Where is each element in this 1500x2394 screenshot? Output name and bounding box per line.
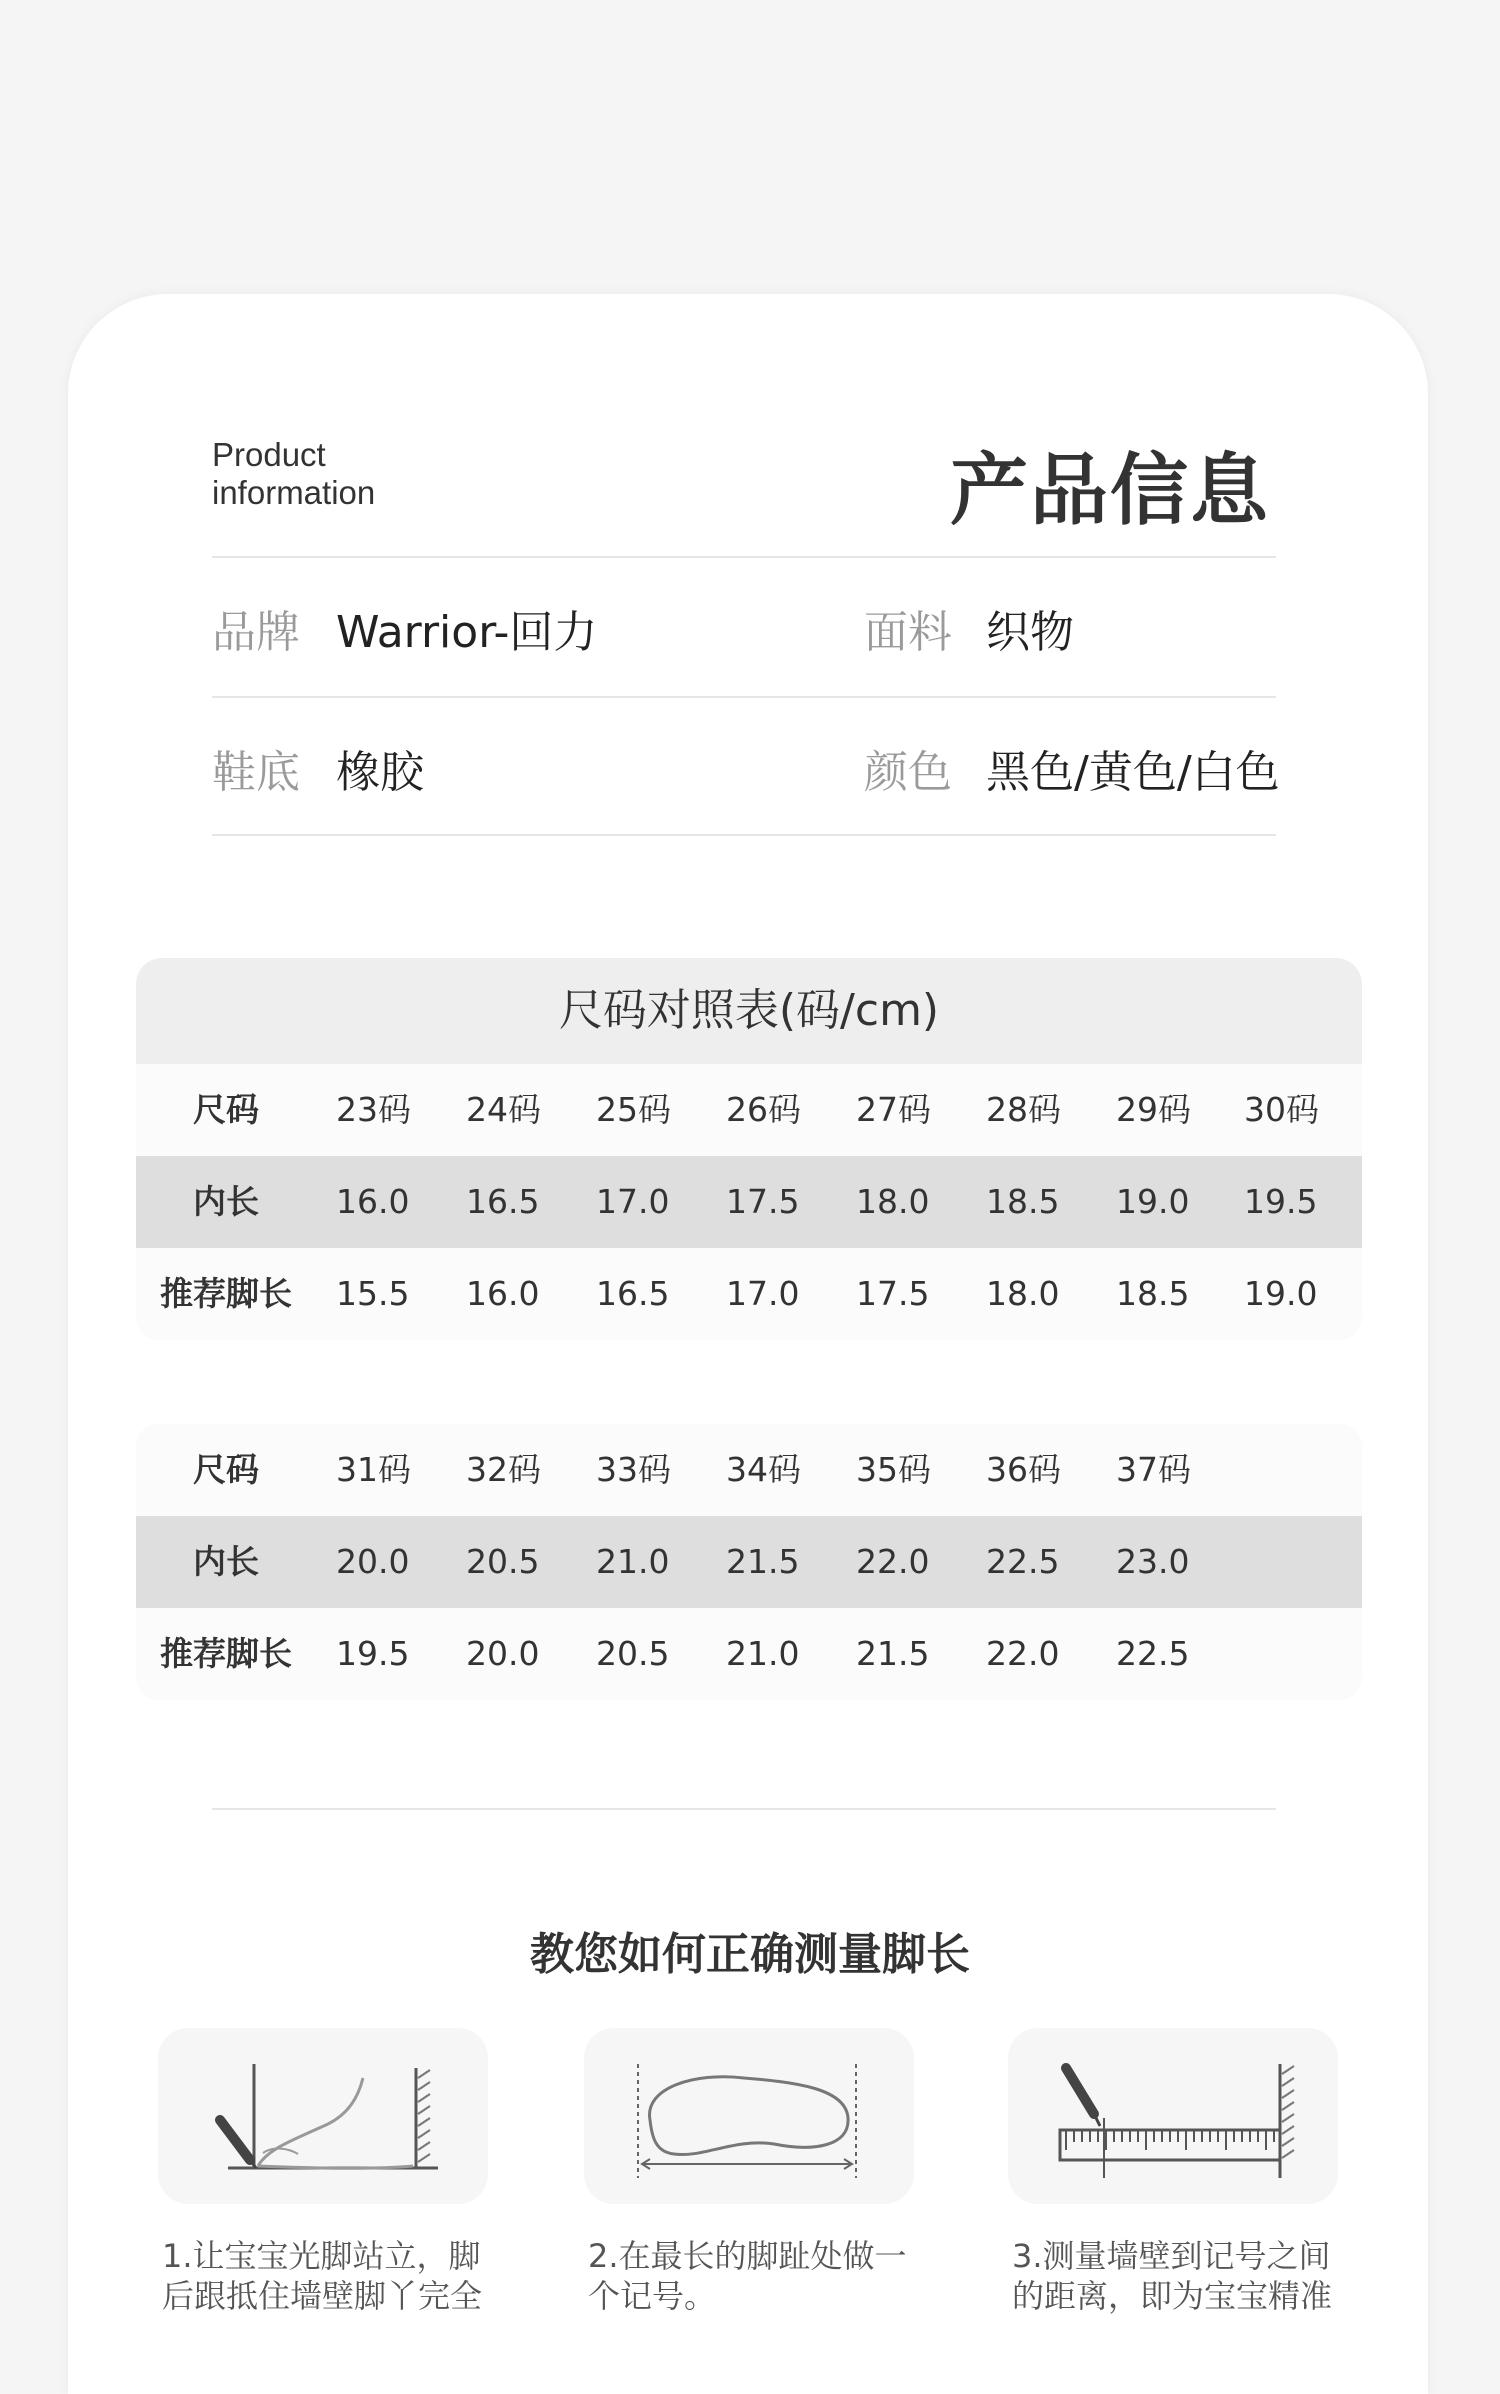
- table-cell: 17.5: [856, 1274, 930, 1313]
- table-cell: 31码: [336, 1450, 411, 1489]
- table-cell: 18.0: [986, 1274, 1060, 1313]
- table-row: [136, 1424, 1362, 1516]
- table-cell: 16.0: [336, 1182, 410, 1221]
- table-cell: 20.5: [466, 1542, 540, 1581]
- ruler-wall-icon: [1008, 2028, 1338, 2204]
- table-cell: 16.5: [466, 1182, 540, 1221]
- sole-label: 鞋底: [212, 747, 300, 798]
- footprint-mark-icon: [584, 2028, 914, 2204]
- table-cell: 21.5: [856, 1634, 930, 1673]
- table-cell: 15.5: [336, 1274, 410, 1313]
- fabric-value: 织物: [986, 607, 1074, 658]
- table-cell: 17.0: [596, 1182, 670, 1221]
- table-cell: 36码: [986, 1450, 1061, 1489]
- table-cell: 32码: [466, 1450, 541, 1489]
- table-cell: 21.5: [726, 1542, 800, 1581]
- row-label-size: 尺码: [193, 1450, 259, 1489]
- table-cell: 33码: [596, 1450, 671, 1489]
- row-label-foot: 推荐脚长: [160, 1634, 292, 1673]
- table-cell: 18.5: [986, 1182, 1060, 1221]
- sole-value: 橡胶: [336, 747, 424, 798]
- info-row-2: [212, 736, 1292, 796]
- table-row: [136, 1156, 1362, 1248]
- color-value: 黑色/黄色/白色: [986, 747, 1280, 798]
- size-table-title: 尺码对照表(码/cm): [136, 958, 1362, 1064]
- page-title: 产品信息: [949, 446, 1270, 536]
- brand-value: Warrior-回力: [336, 607, 598, 658]
- table-cell: 22.0: [856, 1542, 930, 1581]
- table-cell: 21.0: [596, 1542, 670, 1581]
- row-label-foot: 推荐脚长: [160, 1274, 292, 1313]
- table-cell: 24码: [466, 1090, 541, 1129]
- step-2-text: 2.在最长的脚趾处做一个记号。: [588, 2237, 907, 2315]
- header-english: [212, 436, 375, 512]
- brand-label: 品牌: [212, 607, 300, 658]
- table-row: [136, 1516, 1362, 1608]
- table-row: [136, 1608, 1362, 1700]
- table-cell: 17.5: [726, 1182, 800, 1221]
- table-cell: 22.5: [1116, 1634, 1190, 1673]
- table-cell: 37码: [1116, 1450, 1191, 1489]
- table-cell: 28码: [986, 1090, 1061, 1129]
- table-cell: 18.5: [1116, 1274, 1190, 1313]
- table-cell: 16.5: [596, 1274, 670, 1313]
- header-en-line2: information: [212, 474, 376, 511]
- table-cell: 26码: [726, 1090, 801, 1129]
- table-cell: 17.0: [726, 1274, 800, 1313]
- step-1-text: 1.让宝宝光脚站立，脚后跟抵住墙壁脚丫完全: [162, 2237, 483, 2315]
- divider: [212, 1808, 1276, 1810]
- table-cell: 20.5: [596, 1634, 670, 1673]
- size-table-block-2: [136, 1424, 1362, 1700]
- table-cell: 19.5: [336, 1634, 410, 1673]
- step-1-card: [158, 2028, 488, 2204]
- measure-title: 教您如何正确测量脚长: [530, 1929, 970, 1980]
- table-cell: 35码: [856, 1450, 931, 1489]
- table-cell: 23码: [336, 1090, 411, 1129]
- table-cell: 25码: [596, 1090, 671, 1129]
- step-3-text: 3.测量墙壁到记号之间的距离，即为宝宝精准: [1012, 2237, 1333, 2315]
- row-label-inner: 内长: [193, 1182, 259, 1221]
- table-cell: 23.0: [1116, 1542, 1190, 1581]
- table-cell: 18.0: [856, 1182, 930, 1221]
- step-3-card: [1008, 2028, 1338, 2204]
- table-row: [136, 1064, 1362, 1156]
- step-2-card: [584, 2028, 914, 2204]
- table-cell: 21.0: [726, 1634, 800, 1673]
- row-label-inner: 内长: [193, 1542, 259, 1581]
- info-row-1: [212, 596, 1292, 656]
- table-cell: 16.0: [466, 1274, 540, 1313]
- table-row: [136, 1248, 1362, 1340]
- table-cell: 27码: [856, 1090, 931, 1129]
- row-label-size: 尺码: [193, 1090, 259, 1129]
- table-cell: 19.5: [1244, 1182, 1318, 1221]
- table-cell: 20.0: [336, 1542, 410, 1581]
- divider: [212, 696, 1276, 698]
- color-label: 颜色: [864, 747, 952, 798]
- table-cell: 29码: [1116, 1090, 1191, 1129]
- table-cell: 22.0: [986, 1634, 1060, 1673]
- fabric-label: 面料: [864, 607, 952, 658]
- table-cell: 19.0: [1244, 1274, 1318, 1313]
- table-cell: 30码: [1244, 1090, 1319, 1129]
- table-cell: 19.0: [1116, 1182, 1190, 1221]
- header-en-line1: Product: [212, 436, 326, 473]
- size-table-block-1: [136, 1064, 1362, 1340]
- table-cell: 20.0: [466, 1634, 540, 1673]
- table-cell: 34码: [726, 1450, 801, 1489]
- divider: [212, 834, 1276, 836]
- table-cell: 22.5: [986, 1542, 1060, 1581]
- foot-against-wall-icon: [158, 2028, 488, 2204]
- divider: [212, 556, 1276, 558]
